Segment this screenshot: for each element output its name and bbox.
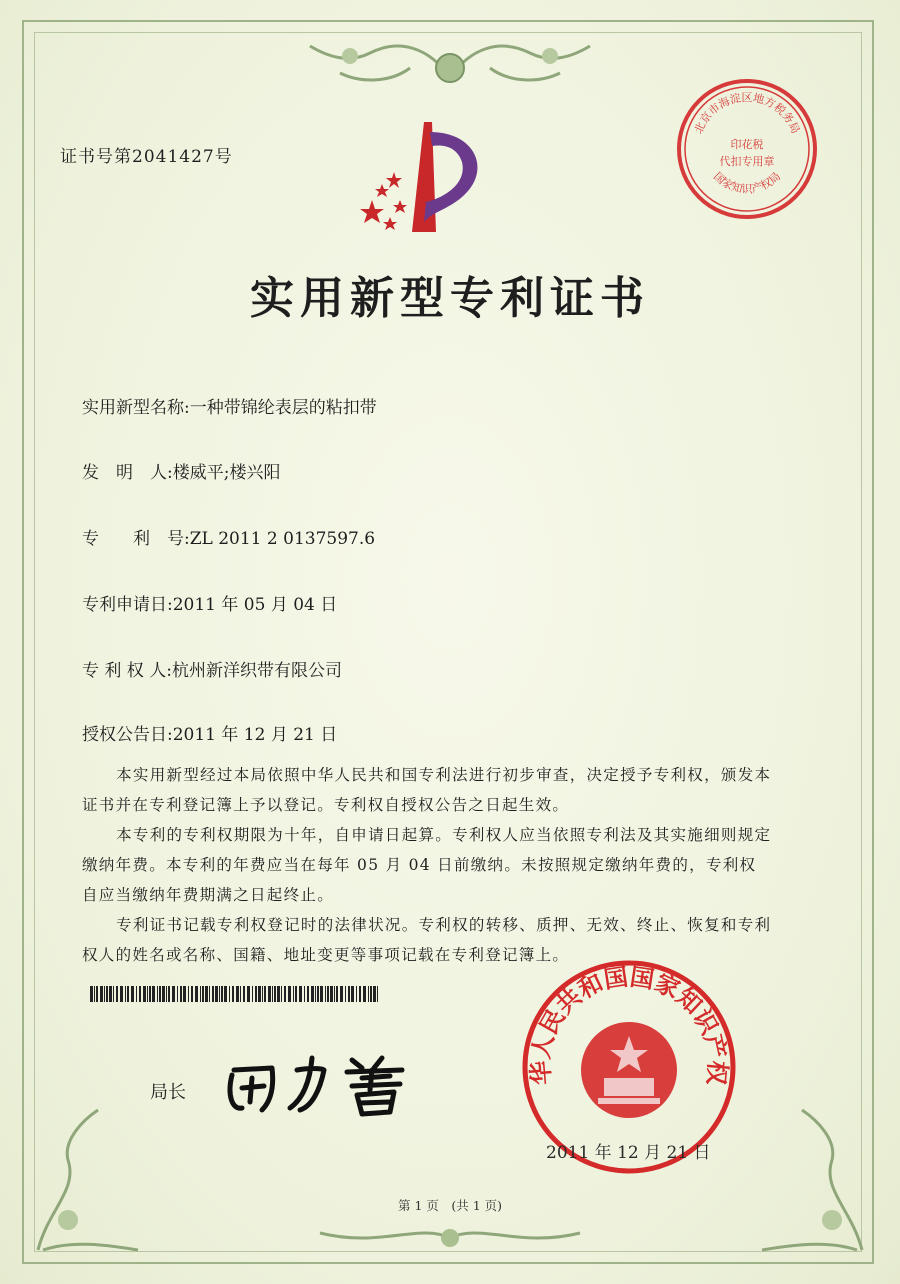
barcode-bar [336,986,338,1002]
body-paragraph: 本实用新型经过本局依照中华人民共和国专利法进行初步审查，决定授予专利权，颁发本证书并在专利登记簿上予以登记。专利权自授权公告之日起生效。 [82,766,772,814]
seal-date: 2011 年 12 月 21 日 [546,1143,711,1163]
barcode-bar [359,986,361,1002]
barcode-bar [100,986,103,1002]
barcode-bar [125,986,126,1002]
barcode-bar [232,986,234,1002]
barcode-bar [377,986,378,1002]
barcode-bar [307,986,309,1002]
barcode-bar [180,986,182,1002]
field-label: 实用新型名称: [82,398,190,418]
barcode-bar [311,986,314,1002]
barcode-bar [152,986,155,1002]
barcode-bar [147,986,148,1002]
barcode-bar [240,986,241,1002]
barcode-bar [284,986,286,1002]
tax-stamp-inner-line-1: 印花税 [730,138,764,151]
barcode-bar [288,986,291,1002]
barcode-bar [209,986,210,1002]
page-number: 第 1 页 (共 1 页) [397,1198,503,1213]
field-value: 杭州新洋织带有限公司 [171,661,342,681]
barcode-bar [183,986,186,1002]
barcode-bar [340,986,343,1002]
barcode-bar [295,986,297,1002]
barcode-bar [277,986,280,1002]
barcode [90,986,380,1002]
field-label: 专利申请日: [82,595,173,615]
field-patent-number [82,524,375,549]
body-paragraph: 专利证书记载专利权登记时的法律状况。专利权的转移、质押、无效、终止、恢复和专利权人的姓名或名称、国籍、地址变更等事项记载在专利登记簿上。 [82,916,772,964]
field-value: 一种带锦纶表层的粘扣带 [189,398,377,418]
field-label: 发 明 人: [82,463,173,483]
barcode-bar [200,986,201,1002]
barcode-bar [162,986,165,1002]
barcode-bar [157,986,158,1002]
field-label: 授权公告日: [82,725,173,745]
barcode-bar [281,986,282,1002]
barcode-bar [205,986,208,1002]
barcode-bar [104,986,105,1002]
barcode-bar [299,986,302,1002]
barcode-bar [325,986,326,1002]
barcode-bar [172,986,175,1002]
barcode-bar [262,986,263,1002]
barcode-bar [368,986,369,1002]
barcode-bar [315,986,316,1002]
barcode-bar [258,986,261,1002]
bottom-center-ornament [300,1218,600,1254]
barcode-bar [229,986,230,1002]
barcode-bar [120,986,123,1002]
barcode-bar [224,986,227,1002]
barcode-bar [94,986,95,1002]
tax-stamp-outer-text: 北京市海淀区地方税务局 [691,91,803,136]
field-application-date [82,590,337,615]
barcode-bar [304,986,305,1002]
patent-office-logo [352,112,502,242]
barcode-bar [293,986,294,1002]
top-ornament [290,28,610,98]
barcode-bar [370,986,372,1002]
barcode-bar [113,986,114,1002]
body-paragraph: 本专利的专利权期限为十年，自申请日起算。专利权人应当依照专利法及其实施细则规定缴纳年费。本专利的年费应当在每年 05 月 04 日前缴纳。未按照规定缴纳年费的，专利权自应当缴纳年费期满之日起终止。 [82,826,772,904]
page-title: 实用新型专利证书 [250,273,650,324]
tax-stamp [674,76,820,222]
field-inventor [82,458,280,483]
bottom-left-ornament [28,1100,148,1260]
barcode-bar [215,986,218,1002]
barcode-bar [345,986,346,1002]
barcode-bar [236,986,239,1002]
barcode-bar [274,986,276,1002]
field-grant-date [82,720,337,745]
barcode-bar [219,986,220,1002]
barcode-bar [255,986,257,1002]
barcode-bar [348,986,350,1002]
barcode-bar [188,986,189,1002]
field-label: 专 利 号: [82,529,190,549]
barcode-bar [116,986,118,1002]
field-utility-model-name [82,393,377,418]
director-signature [212,1040,422,1120]
barcode-bar [131,986,134,1002]
seal-text: 华人民共和国国家知识产权 [526,962,732,1086]
barcode-bar [136,986,137,1002]
barcode-bar [221,986,223,1002]
barcode-bar [212,986,214,1002]
bottom-right-ornament [752,1100,872,1260]
barcode-bar [327,986,329,1002]
field-value: 2011 年 12 月 21 日 [172,725,338,745]
barcode-bar [320,986,323,1002]
barcode-bar [166,986,167,1002]
field-patentee [82,656,342,681]
tax-stamp-inner-line-2: 代扣专用章 [719,155,775,168]
barcode-bar [106,986,108,1002]
barcode-bar [168,986,170,1002]
barcode-bar [247,986,250,1002]
barcode-bar [252,986,253,1002]
barcode-bar [149,986,151,1002]
barcode-bar [127,986,129,1002]
barcode-bar [96,986,98,1002]
field-label: 专 利 权 人: [82,661,172,681]
barcode-bar [268,986,271,1002]
barcode-bar [191,986,193,1002]
barcode-bar [202,986,204,1002]
barcode-bar [143,986,146,1002]
barcode-bar [356,986,357,1002]
field-value: ZL 2011 2 0137597.6 [189,529,376,549]
barcode-bar [90,986,93,1002]
barcode-bar [363,986,366,1002]
field-value: 2011 年 05 月 04 日 [172,595,338,615]
barcode-bar [330,986,333,1002]
barcode-bar [351,986,354,1002]
barcode-bar [272,986,273,1002]
field-value: 楼威平;楼兴阳 [172,463,281,483]
certificate-number: 证书号第2041427号 [60,147,233,167]
barcode-bar [334,986,335,1002]
barcode-bar [139,986,141,1002]
barcode-bar [159,986,161,1002]
barcode-bar [177,986,178,1002]
tax-stamp-bottom-text: 国家知识产权局 [710,169,784,196]
barcode-bar [109,986,112,1002]
barcode-bar [264,986,266,1002]
barcode-bar [195,986,198,1002]
barcode-bar [317,986,319,1002]
barcode-bar [373,986,376,1002]
director-label: 局长 [150,1082,186,1103]
certificate-body [82,760,772,970]
barcode-bar [243,986,245,1002]
